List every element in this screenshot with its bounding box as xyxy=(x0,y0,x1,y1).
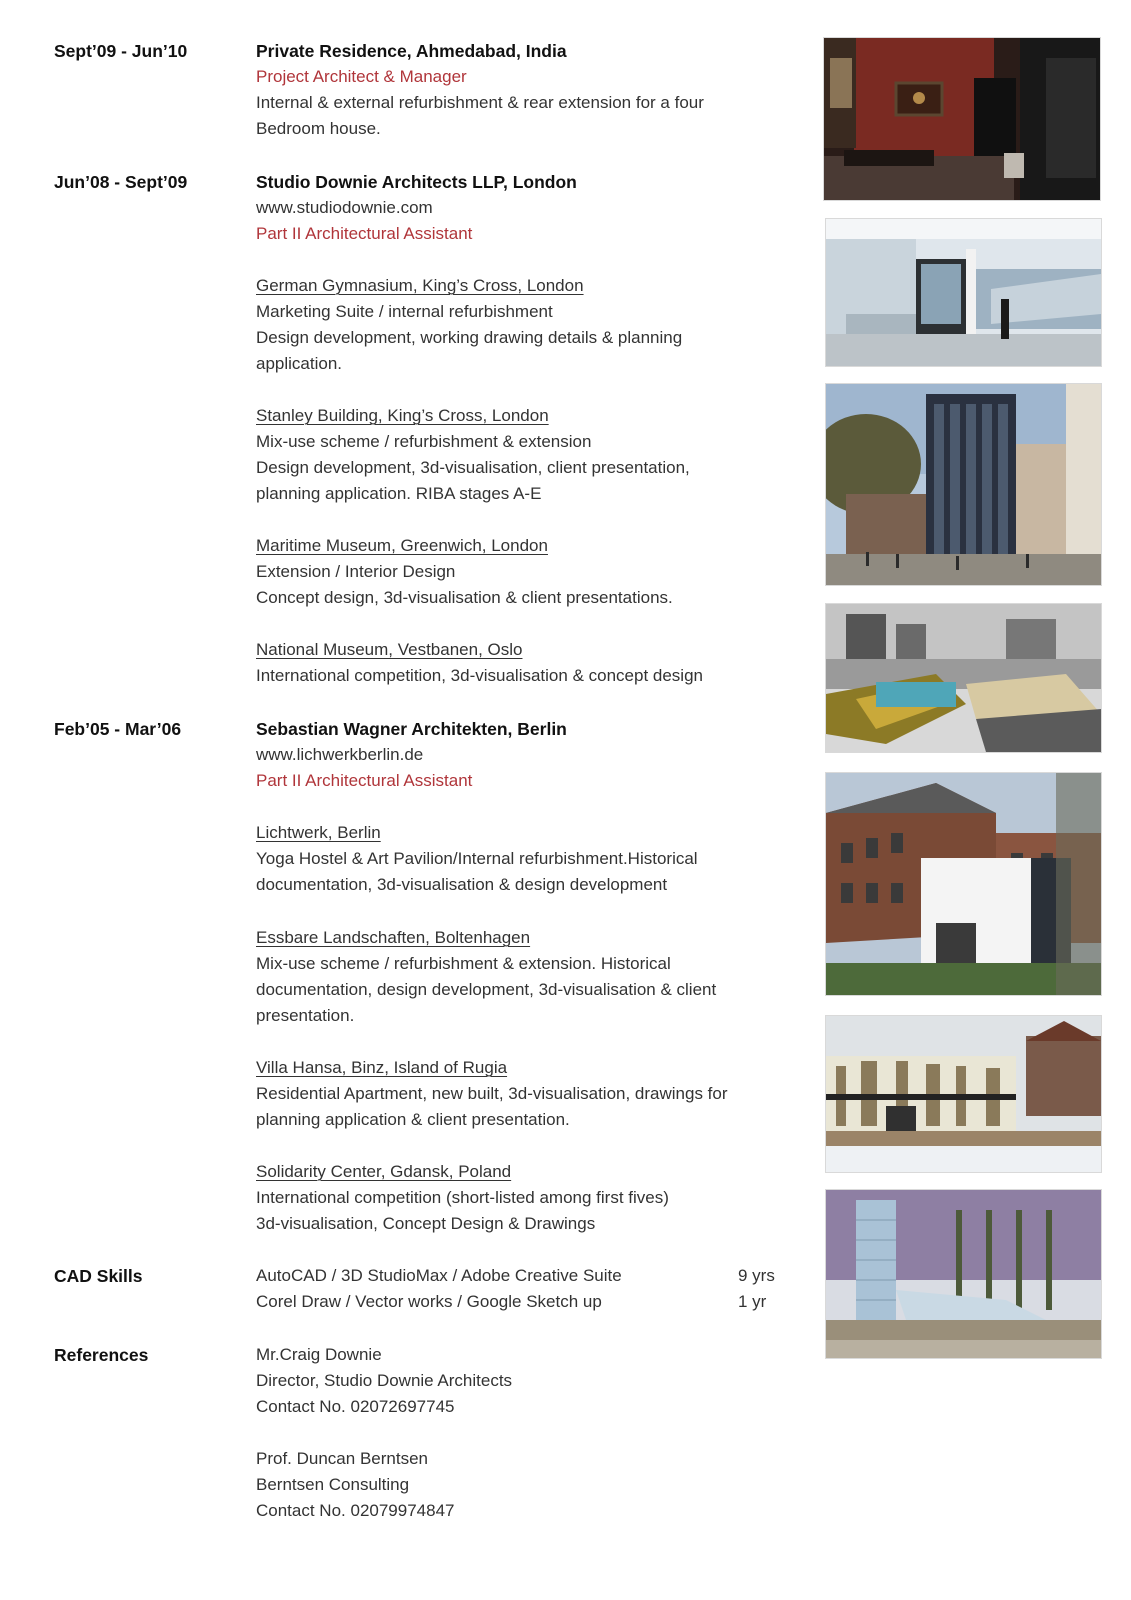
project-photo-residence xyxy=(823,37,1101,201)
project-title: Villa Hansa, Binz, Island of Rugia xyxy=(256,1058,508,1077)
project-title: National Museum, Vestbanen, Oslo xyxy=(256,640,523,659)
project-description: Concept design, 3d-visualisation & client presentations. xyxy=(256,588,673,607)
cad-software: Corel Draw / Vector works / Google Sketch up xyxy=(256,1292,602,1311)
project-title: Essbare Landschaften, Boltenhagen xyxy=(256,928,531,947)
project-description: documentation, 3d-visualisation & design development xyxy=(256,875,668,894)
reference-position: Director, Studio Downie Architects xyxy=(256,1371,513,1390)
project-title: Maritime Museum, Greenwich, London xyxy=(256,536,548,555)
project-description: planning application & client presentation. xyxy=(256,1110,570,1129)
references-label: References xyxy=(54,1345,149,1365)
reference-name: Prof. Duncan Berntsen xyxy=(256,1449,428,1468)
project-title: Solidarity Center, Gdansk, Poland xyxy=(256,1162,512,1181)
entry-description: Bedroom house. xyxy=(256,119,381,138)
project-description: presentation. xyxy=(256,1006,355,1025)
reference-name: Mr.Craig Downie xyxy=(256,1345,382,1364)
project-description: Residential Apartment, new built, 3d-visualisation, drawings for xyxy=(256,1084,728,1103)
cad-years: 9 yrs xyxy=(738,1266,775,1285)
project-photo-lichtwerk xyxy=(825,772,1102,996)
reference-contact: Contact No. 02072697745 xyxy=(256,1397,455,1416)
reference-position: Berntsen Consulting xyxy=(256,1475,410,1494)
project-title: Lichtwerk, Berlin xyxy=(256,823,381,842)
entry-description: Internal & external refurbishment & rear extension for a four xyxy=(256,93,704,112)
entry-title: Private Residence, Ahmedabad, India xyxy=(256,41,567,61)
entry-role: Part II Architectural Assistant xyxy=(256,224,473,243)
project-photo-german-gymnasium xyxy=(825,218,1102,367)
project-description: Design development, working drawing details & planning xyxy=(256,328,683,347)
project-description: Yoga Hostel & Art Pavilion/Internal refurbishment.Historical xyxy=(256,849,698,868)
project-description: Mix-use scheme / refurbishment & extension. Historical xyxy=(256,954,671,973)
entry-date: Sept’09 - Jun’10 xyxy=(54,41,188,61)
entry-role: Part II Architectural Assistant xyxy=(256,771,473,790)
entry-date: Jun’08 - Sept’09 xyxy=(54,172,188,192)
project-description: Extension / Interior Design xyxy=(256,562,456,581)
project-photo-stanley-building xyxy=(825,383,1102,586)
entry-role: Project Architect & Manager xyxy=(256,67,467,86)
entry-date: Feb’05 - Mar’06 xyxy=(54,719,182,739)
project-photo-solidarity-center xyxy=(825,1189,1102,1359)
project-description: Mix-use scheme / refurbishment & extension xyxy=(256,432,592,451)
project-description: 3d-visualisation, Concept Design & Drawings xyxy=(256,1214,596,1233)
project-description: application. xyxy=(256,354,343,373)
project-photo-essbare-landschaften xyxy=(825,1015,1102,1173)
project-title: Stanley Building, King’s Cross, London xyxy=(256,406,549,425)
project-description: International competition (short-listed among first fives) xyxy=(256,1188,669,1207)
entry-title: Studio Downie Architects LLP, London xyxy=(256,172,577,192)
reference-contact: Contact No. 02079974847 xyxy=(256,1501,455,1520)
cad-years: 1 yr xyxy=(738,1292,767,1311)
project-description: documentation, design development, 3d-visualisation & client xyxy=(256,980,717,999)
cad-skills-label: CAD Skills xyxy=(54,1266,143,1286)
entry-website-link[interactable]: www.studiodownie.com xyxy=(256,198,433,217)
project-photo-national-museum xyxy=(825,603,1102,753)
project-description: International competition, 3d-visualisation & concept design xyxy=(256,666,703,685)
project-description: planning application. RIBA stages A-E xyxy=(256,484,542,503)
project-description: Marketing Suite / internal refurbishment xyxy=(256,302,553,321)
entry-website-link[interactable]: www.lichwerkberlin.de xyxy=(256,745,424,764)
project-title: German Gymnasium, King’s Cross, London xyxy=(256,276,584,295)
project-description: Design development, 3d-visualisation, client presentation, xyxy=(256,458,690,477)
cad-software: AutoCAD / 3D StudioMax / Adobe Creative Suite xyxy=(256,1266,622,1285)
entry-title: Sebastian Wagner Architekten, Berlin xyxy=(256,719,567,739)
